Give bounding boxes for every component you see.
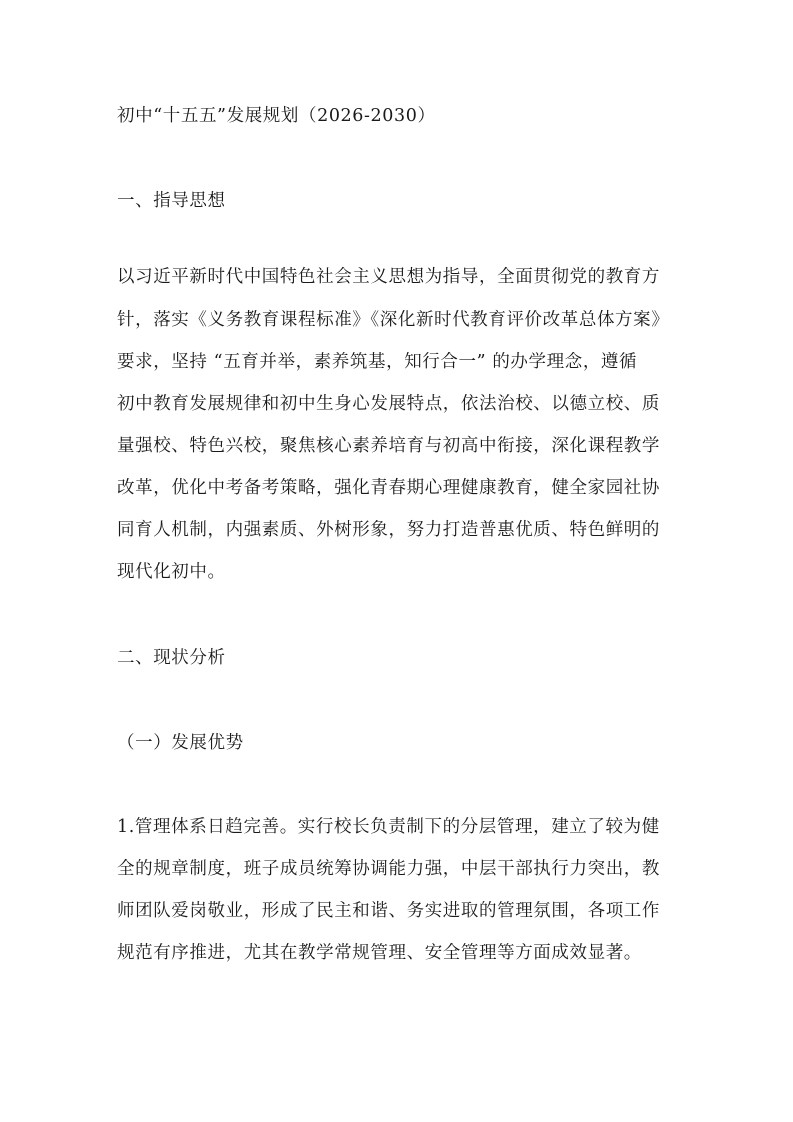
paragraph-line: 师团队爱岗敬业，形成了民主和谐、务实进取的管理氛围，各项工作 <box>117 901 660 921</box>
paragraph-line: 初中教育发展规律和初中生身心发展特点，依法治校、以德立校、质 <box>117 394 660 414</box>
paragraph-line: 现代化初中。 <box>117 562 226 582</box>
subsection-heading-advantages: （一）发展优势 <box>117 733 244 753</box>
paragraph-line: 量强校、特色兴校，聚焦核心素养培育与初高中衔接，深化课程教学 <box>117 436 660 456</box>
document-title: 初中“十五五”发展规划（2026-2030） <box>117 106 436 126</box>
section-heading-guiding-ideology: 一、指导思想 <box>117 191 226 211</box>
paragraph-line: 1.管理体系日趋完善。实行校长负责制下的分层管理，建立了较为健 <box>117 817 660 837</box>
paragraph-line: 同育人机制，内强素质、外树形象，努力打造普惠优质、特色鲜明的 <box>117 520 660 540</box>
section-heading-status-analysis: 二、现状分析 <box>117 648 226 668</box>
paragraph-line: 针，落实《义务教育课程标准》《深化新时代教育评价改革总体方案》 <box>117 310 670 330</box>
paragraph-line: 规范有序推进，尤其在教学常规管理、安全管理等方面成效显著。 <box>117 943 642 963</box>
paragraph-line: 改革，优化中考备考策略，强化青春期心理健康教育，健全家园社协 <box>117 478 660 498</box>
paragraph-line: 全的规章制度，班子成员统筹协调能力强，中层干部执行力突出，教 <box>117 859 660 879</box>
paragraph-line: 要求，坚持 “五育并举，素养筑基，知行合一” 的办学理念，遵循 <box>117 352 638 372</box>
paragraph-line: 以习近平新时代中国特色社会主义思想为指导，全面贯彻党的教育方 <box>117 267 660 287</box>
